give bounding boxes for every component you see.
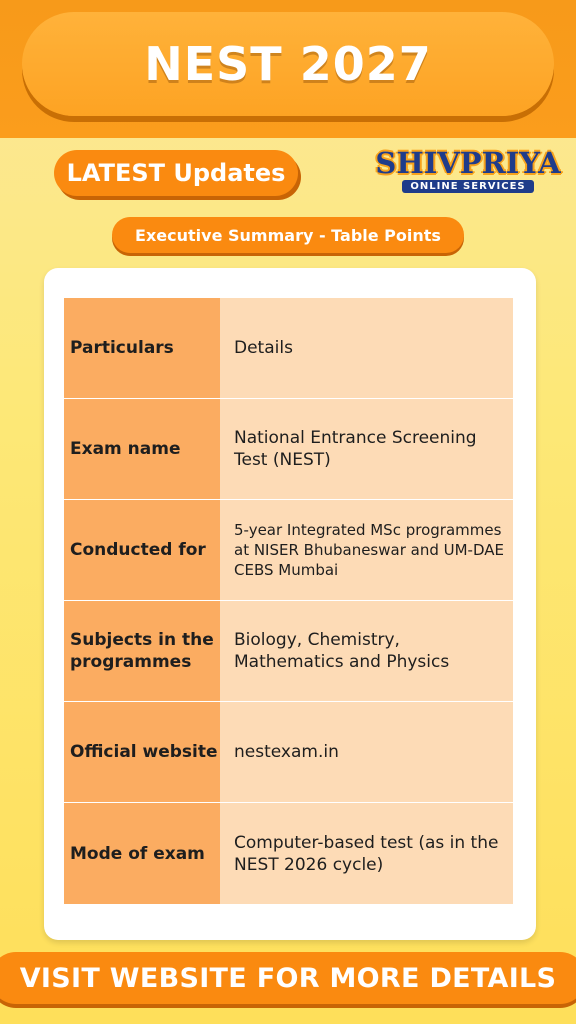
- row-label: Subjects in the programmes: [64, 601, 220, 701]
- table-header-row: [64, 298, 513, 399]
- title-banner: [22, 12, 554, 116]
- row-value: nestexam.in: [220, 702, 513, 802]
- summary-badge: [112, 217, 464, 253]
- row-value: Biology, Chemistry, Mathematics and Physics: [220, 601, 513, 701]
- row-label: Conducted for: [64, 500, 220, 600]
- latest-updates-badge: [54, 150, 298, 196]
- logo-sub-text: ONLINE SERVICES: [402, 180, 533, 193]
- table-row: [64, 399, 513, 500]
- table-header-left: Particulars: [64, 298, 220, 398]
- table-row: [64, 702, 513, 803]
- table-row: [64, 500, 513, 601]
- summary-table: [64, 298, 513, 904]
- summary-label: Executive Summary - Table Points: [135, 225, 441, 245]
- latest-updates-label: LATEST Updates: [66, 159, 286, 187]
- row-value: National Entrance Screening Test (NEST): [220, 399, 513, 499]
- row-value: 5-year Integrated MSc programmes at NISER Bhubaneswar and UM-DAE CEBS Mumbai: [220, 500, 513, 600]
- page-title: NEST 2027: [144, 37, 432, 91]
- row-label: Exam name: [64, 399, 220, 499]
- row-label: Mode of exam: [64, 803, 220, 904]
- table-row: [64, 803, 513, 904]
- logo-main-text: SHIVPRIYA: [375, 146, 561, 180]
- row-value: Computer-based test (as in the NEST 2026 cycle): [220, 803, 513, 904]
- table-row: [64, 601, 513, 702]
- visit-website-button[interactable]: [0, 952, 576, 1004]
- table-header-right: Details: [220, 298, 513, 398]
- shivpriya-logo: [375, 146, 561, 200]
- row-label: Official website: [64, 702, 220, 802]
- visit-website-label: VISIT WEBSITE FOR MORE DETAILS: [19, 962, 557, 994]
